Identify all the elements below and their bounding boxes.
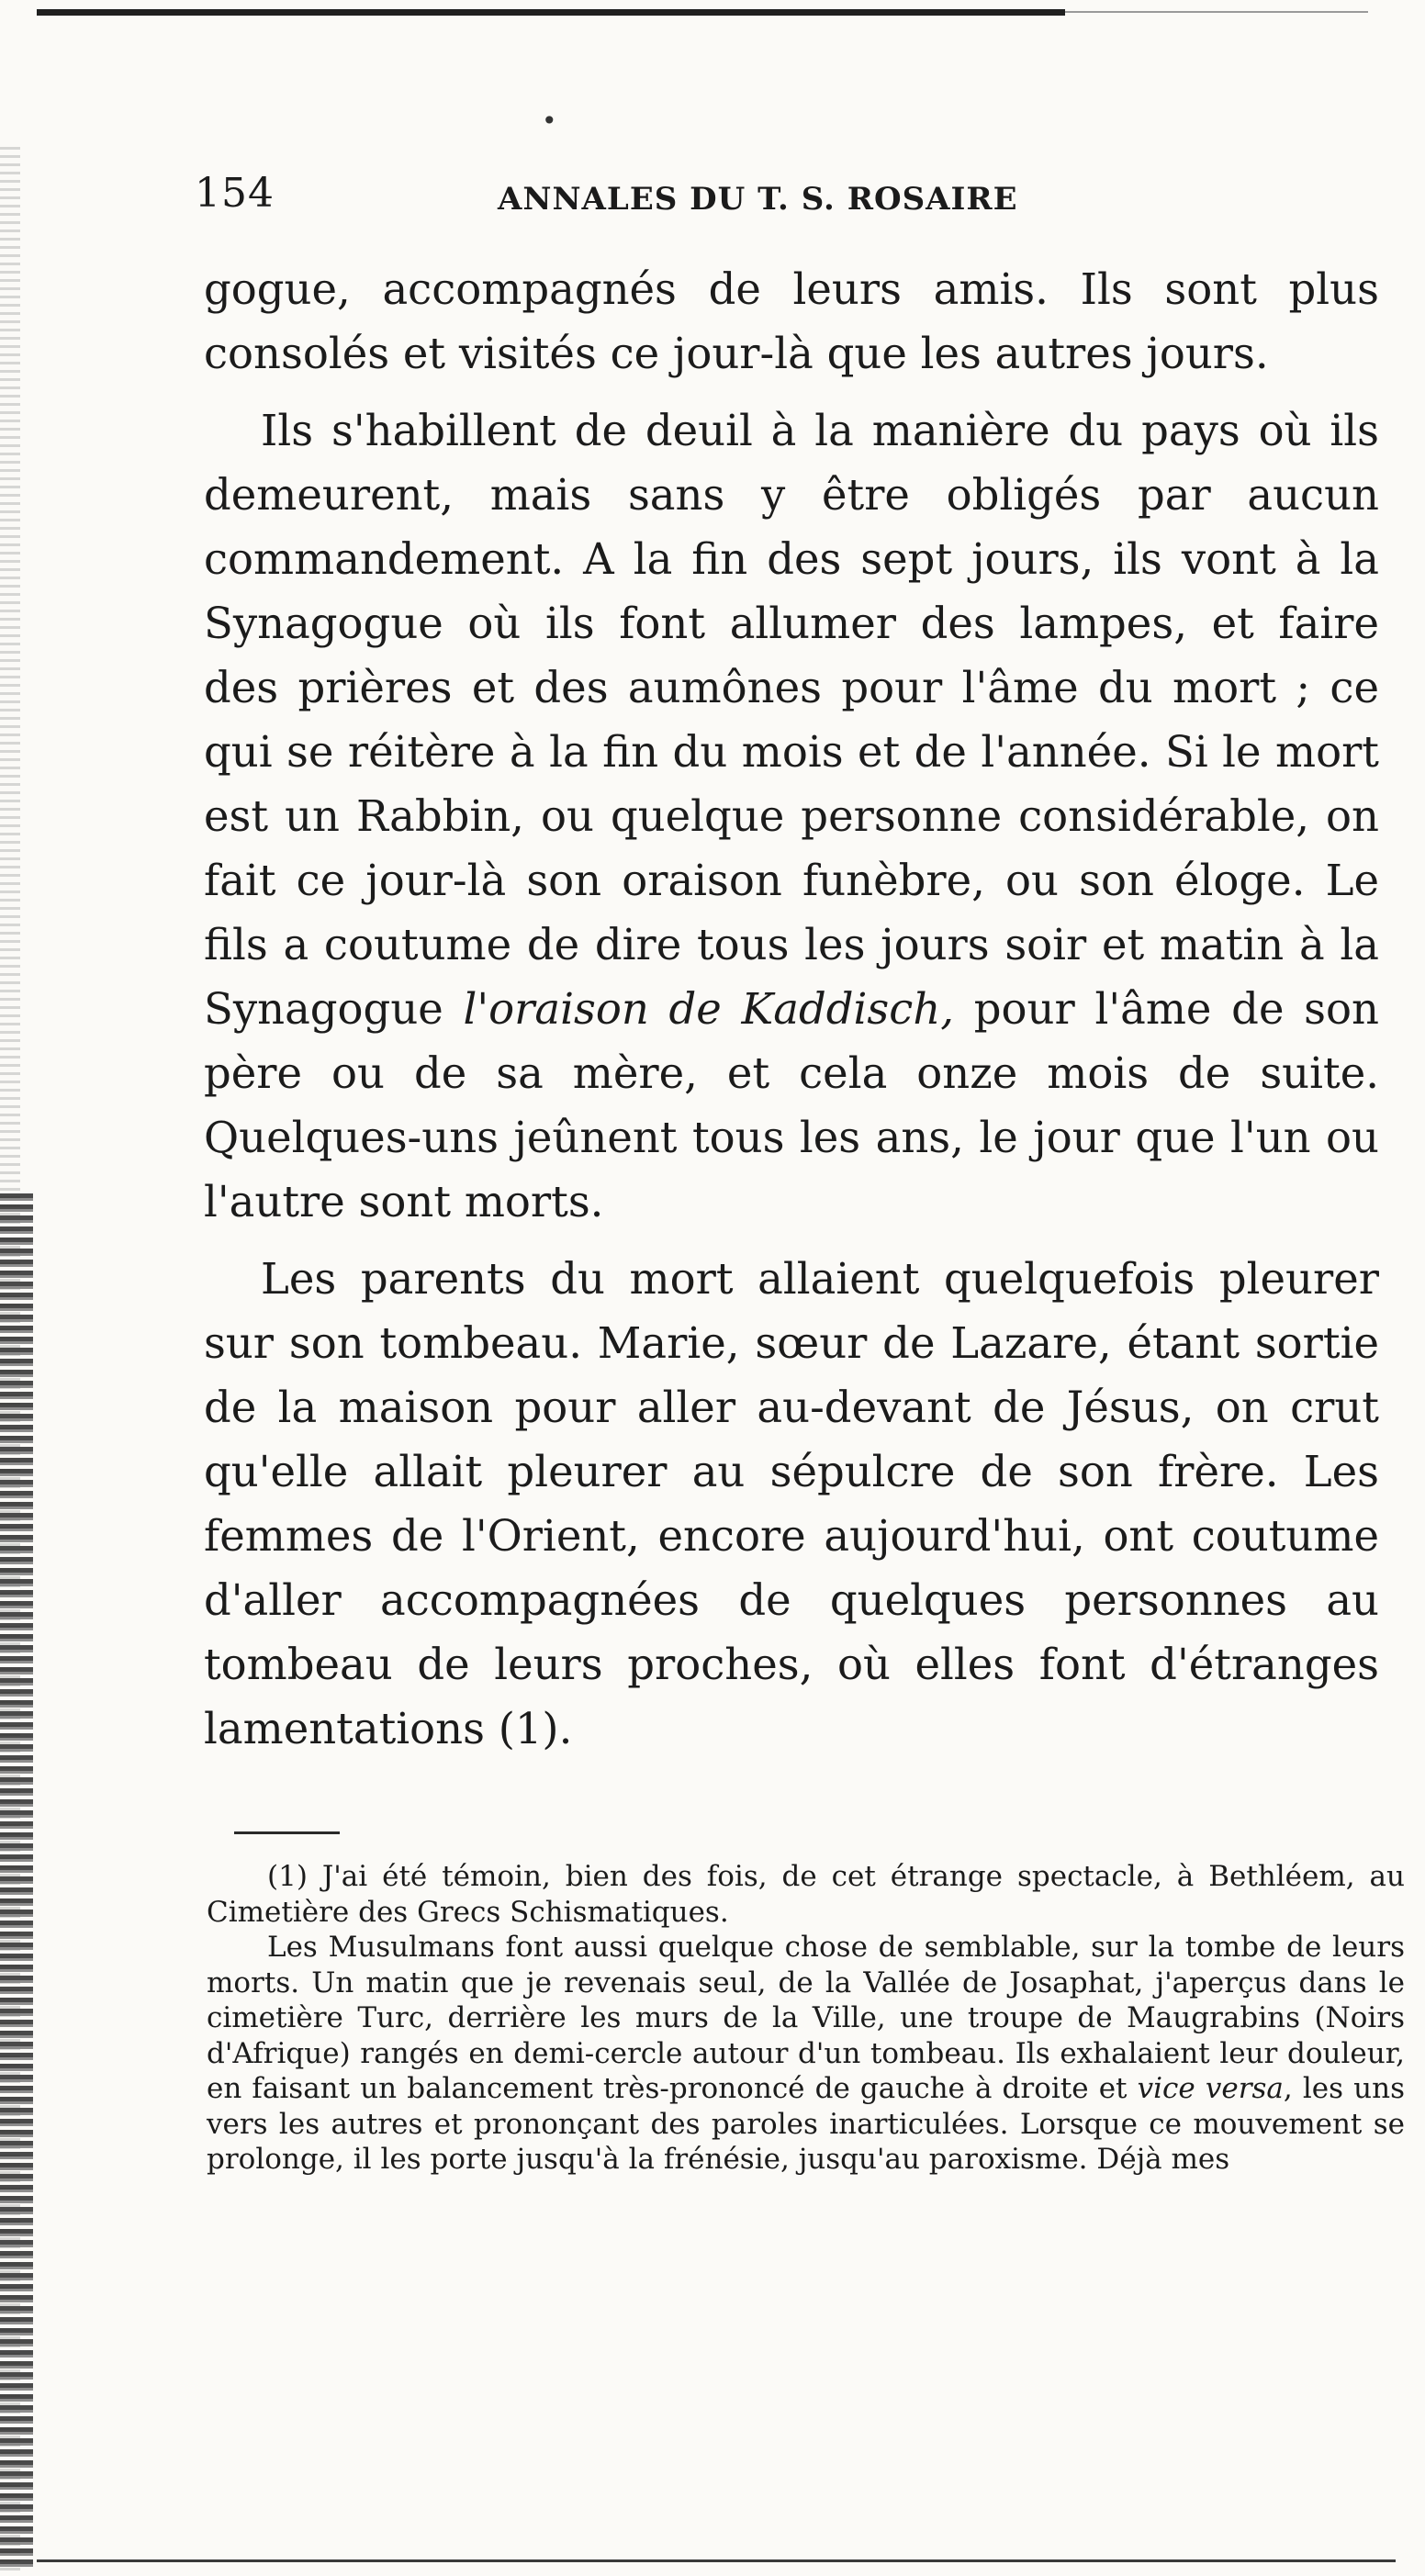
footnotes <box>207 1859 1405 2178</box>
paragraph-3: Les parents du mort allaient quelquefois pleurer sur son tombeau. Marie, sœur de Lazare, étant sortie de la maison pour aller au-devant de Jésus, on crut qu'elle allait pleurer au sépulcre de son frère. Les femmes de l'Orient, encore aujourd'hui, ont coutume d'aller accompagnées de quelques personnes au tombeau de leurs proches, où elles font d'étranges lamentations (1). <box>204 1254 1379 1753</box>
paragraph-2-part-1: Ils s'habillent de deuil à la manière du pays où ils demeurent, mais sans y être obligés par aucun commandement. A la fin des sept jours, ils vont à la Synagogue où ils font allumer des lampes, et faire des prières et des aumônes pour l'âme du mort ; ce qui se réitère à la fin du mois et de l'année. Si le mort est un Rabbin, ou quelque personne considérable, on fait ce jour-là son oraison funèbre, ou son éloge. Le fils a coutume de dire tous les jours soir et matin à la Synagogue <box>204 406 1379 1034</box>
scan-bottom-rule <box>37 2559 1396 2562</box>
paragraph-1: gogue, accompagnés de leurs amis. Ils sont plus consolés et visités ce jour-là que les autres jours. <box>204 264 1379 378</box>
paragraph-2-part-2: pour l'âme de son père ou de sa mère, et cela onze mois de suite. Quelques-uns jeûnent tous les ans, le jour que l'un ou l'autre sont morts. <box>204 984 1379 1226</box>
scan-binding-edge <box>0 1193 33 2570</box>
running-title: ANNALES DU T. S. ROSAIRE <box>498 181 1018 218</box>
footnote-2-part-1: Les Musulmans font aussi quelque chose de semblable, sur la tombe de leurs morts. Un matin que je revenais seul, de la Vallée de Josaphat, j'aperçus dans le cimetière Turc, derrière les murs de la Ville, une troupe de Maugrabins (Noirs d'Afrique) rangés en demi-cercle autour d'un tombeau. Ils exhalaient leur douleur, en faisant un balancement très-prononcé de gauche à droite et <box>207 1931 1405 2105</box>
scan-top-rule <box>37 9 1065 16</box>
footnote-separator <box>234 1831 340 1834</box>
page-number: 154 <box>195 170 275 217</box>
footnote-2-part-2: , les uns vers les autres et prononçant des paroles inarticulées. Lorsque ce mouvement se prolonge, il les porte jusqu'à la frénésie, jusqu'au paroxisme. Déjà mes <box>207 2072 1405 2176</box>
footnote-1: (1) J'ai été témoin, bien des fois, de cet étrange spectacle, à Bethléem, au Cimetière des Grecs Schismatiques. <box>207 1860 1405 1929</box>
scan-top-rule-faint <box>1065 11 1368 13</box>
footnote-2 <box>207 1930 1405 2178</box>
paragraph-2 <box>204 398 1379 1234</box>
footnote-2-italic: vice versa <box>1137 2072 1284 2105</box>
paragraph-2-italic: l'oraison de Kaddisch, <box>463 984 955 1034</box>
page-header <box>195 170 1113 234</box>
body-text <box>204 257 1379 1774</box>
scan-speck: • <box>542 106 557 136</box>
